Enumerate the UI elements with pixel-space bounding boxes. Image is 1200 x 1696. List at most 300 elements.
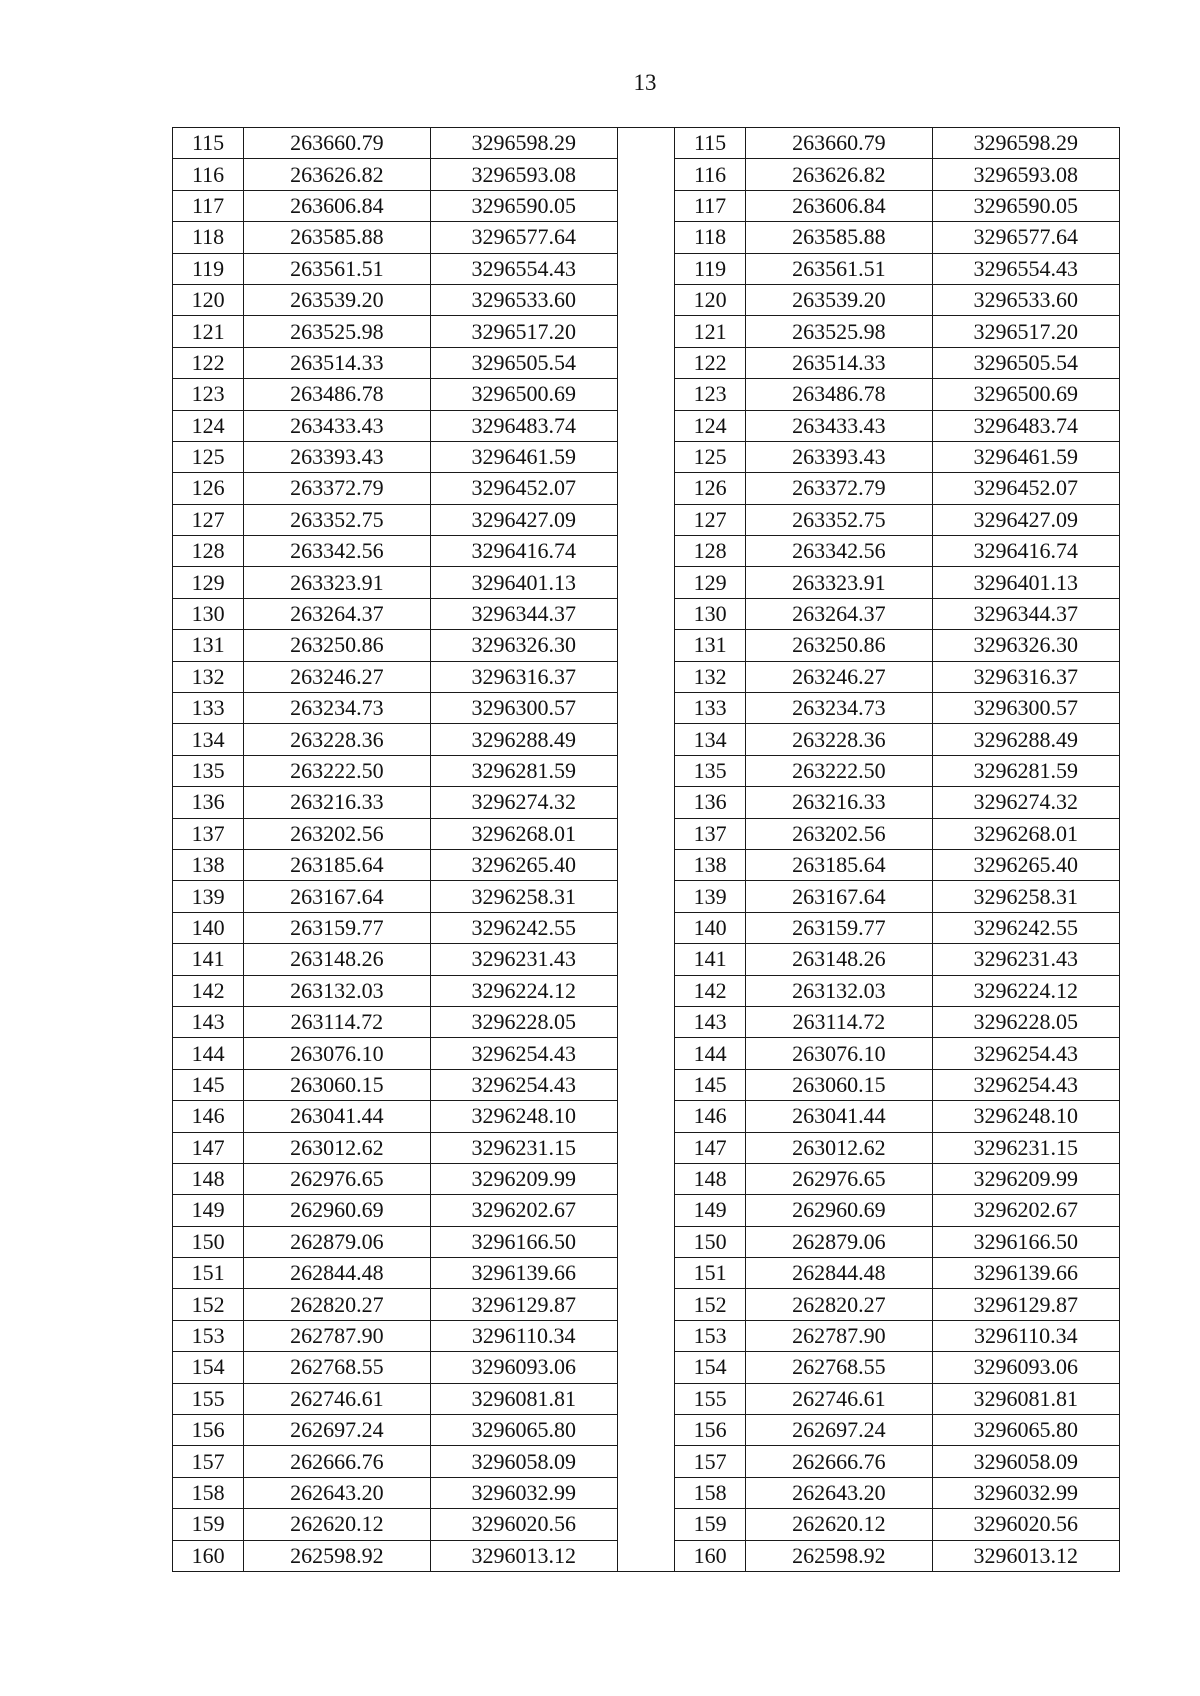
x-coordinate-cell: 263372.79 — [244, 473, 430, 504]
y-coordinate-cell: 3296065.80 — [430, 1415, 617, 1446]
y-coordinate-cell: 3296577.64 — [430, 222, 617, 253]
x-coordinate-cell: 263660.79 — [244, 128, 430, 159]
x-coordinate-cell: 263228.36 — [244, 724, 430, 755]
y-coordinate-cell: 3296268.01 — [430, 818, 617, 849]
x-coordinate-cell: 262746.61 — [746, 1383, 932, 1414]
y-coordinate-cell: 3296401.13 — [430, 567, 617, 598]
point-number-cell: 155 — [173, 1383, 244, 1414]
point-number-cell: 128 — [173, 536, 244, 567]
x-coordinate-cell: 262746.61 — [244, 1383, 430, 1414]
column-gap — [617, 1509, 674, 1540]
y-coordinate-cell: 3296224.12 — [430, 975, 617, 1006]
x-coordinate-cell: 263076.10 — [746, 1038, 932, 1069]
x-coordinate-cell: 262697.24 — [746, 1415, 932, 1446]
point-number-cell: 125 — [675, 441, 746, 472]
table-row — [173, 1006, 1120, 1037]
point-number-cell: 116 — [675, 159, 746, 190]
point-number-cell: 148 — [173, 1163, 244, 1194]
table-row — [173, 441, 1120, 472]
point-number-cell: 117 — [675, 190, 746, 221]
x-coordinate-cell: 263352.75 — [244, 504, 430, 535]
point-number-cell: 144 — [173, 1038, 244, 1069]
y-coordinate-cell: 3296093.06 — [430, 1352, 617, 1383]
y-coordinate-cell: 3296593.08 — [932, 159, 1119, 190]
column-gap — [617, 504, 674, 535]
x-coordinate-cell: 263246.27 — [244, 661, 430, 692]
x-coordinate-cell: 263012.62 — [746, 1132, 932, 1163]
y-coordinate-cell: 3296228.05 — [932, 1006, 1119, 1037]
y-coordinate-cell: 3296013.12 — [430, 1540, 617, 1571]
column-gap — [617, 1195, 674, 1226]
x-coordinate-cell: 263585.88 — [244, 222, 430, 253]
y-coordinate-cell: 3296300.57 — [932, 693, 1119, 724]
point-number-cell: 154 — [173, 1352, 244, 1383]
table-row — [173, 128, 1120, 159]
point-number-cell: 145 — [173, 1069, 244, 1100]
y-coordinate-cell: 3296483.74 — [430, 410, 617, 441]
x-coordinate-cell: 263216.33 — [244, 787, 430, 818]
y-coordinate-cell: 3296590.05 — [932, 190, 1119, 221]
point-number-cell: 147 — [675, 1132, 746, 1163]
point-number-cell: 122 — [173, 347, 244, 378]
x-coordinate-cell: 263626.82 — [746, 159, 932, 190]
point-number-cell: 148 — [675, 1163, 746, 1194]
x-coordinate-cell: 263060.15 — [746, 1069, 932, 1100]
x-coordinate-cell: 263352.75 — [746, 504, 932, 535]
x-coordinate-cell: 263222.50 — [244, 755, 430, 786]
column-gap — [617, 630, 674, 661]
point-number-cell: 139 — [173, 881, 244, 912]
point-number-cell: 120 — [173, 284, 244, 315]
y-coordinate-cell: 3296265.40 — [430, 849, 617, 880]
y-coordinate-cell: 3296224.12 — [932, 975, 1119, 1006]
table-row — [173, 881, 1120, 912]
point-number-cell: 133 — [675, 693, 746, 724]
y-coordinate-cell: 3296300.57 — [430, 693, 617, 724]
y-coordinate-cell: 3296274.32 — [430, 787, 617, 818]
table-row — [173, 1320, 1120, 1351]
point-number-cell: 150 — [675, 1226, 746, 1257]
x-coordinate-cell: 263216.33 — [746, 787, 932, 818]
y-coordinate-cell: 3296020.56 — [430, 1509, 617, 1540]
y-coordinate-cell: 3296209.99 — [932, 1163, 1119, 1194]
y-coordinate-cell: 3296166.50 — [430, 1226, 617, 1257]
column-gap — [617, 379, 674, 410]
point-number-cell: 126 — [173, 473, 244, 504]
column-gap — [617, 1006, 674, 1037]
x-coordinate-cell: 263323.91 — [244, 567, 430, 598]
column-gap — [617, 1477, 674, 1508]
column-gap — [617, 128, 674, 159]
y-coordinate-cell: 3296139.66 — [430, 1258, 617, 1289]
table-row — [173, 1038, 1120, 1069]
x-coordinate-cell: 262768.55 — [746, 1352, 932, 1383]
y-coordinate-cell: 3296427.09 — [430, 504, 617, 535]
x-coordinate-cell: 263342.56 — [746, 536, 932, 567]
table-row — [173, 818, 1120, 849]
x-coordinate-cell: 263606.84 — [746, 190, 932, 221]
point-number-cell: 146 — [173, 1101, 244, 1132]
point-number-cell: 149 — [173, 1195, 244, 1226]
x-coordinate-cell: 263202.56 — [746, 818, 932, 849]
x-coordinate-cell: 263561.51 — [244, 253, 430, 284]
x-coordinate-cell: 263234.73 — [746, 693, 932, 724]
point-number-cell: 160 — [173, 1540, 244, 1571]
point-number-cell: 144 — [675, 1038, 746, 1069]
x-coordinate-cell: 262879.06 — [746, 1226, 932, 1257]
table-row — [173, 1195, 1120, 1226]
point-number-cell: 154 — [675, 1352, 746, 1383]
column-gap — [617, 1352, 674, 1383]
table-row — [173, 1163, 1120, 1194]
y-coordinate-cell: 3296554.43 — [430, 253, 617, 284]
x-coordinate-cell: 263148.26 — [746, 944, 932, 975]
x-coordinate-cell: 263185.64 — [244, 849, 430, 880]
point-number-cell: 153 — [173, 1320, 244, 1351]
x-coordinate-cell: 263159.77 — [244, 912, 430, 943]
x-coordinate-cell: 263167.64 — [244, 881, 430, 912]
x-coordinate-cell: 262620.12 — [746, 1509, 932, 1540]
table-row — [173, 410, 1120, 441]
column-gap — [617, 849, 674, 880]
x-coordinate-cell: 263342.56 — [244, 536, 430, 567]
point-number-cell: 159 — [675, 1509, 746, 1540]
x-coordinate-cell: 263132.03 — [244, 975, 430, 1006]
point-number-cell: 117 — [173, 190, 244, 221]
x-coordinate-cell: 263250.86 — [244, 630, 430, 661]
table-row — [173, 504, 1120, 535]
y-coordinate-cell: 3296242.55 — [430, 912, 617, 943]
y-coordinate-cell: 3296081.81 — [430, 1383, 617, 1414]
point-number-cell: 159 — [173, 1509, 244, 1540]
y-coordinate-cell: 3296254.43 — [932, 1038, 1119, 1069]
point-number-cell: 141 — [675, 944, 746, 975]
table-row — [173, 316, 1120, 347]
column-gap — [617, 975, 674, 1006]
point-number-cell: 132 — [173, 661, 244, 692]
column-gap — [617, 253, 674, 284]
x-coordinate-cell: 263222.50 — [746, 755, 932, 786]
x-coordinate-cell: 262879.06 — [244, 1226, 430, 1257]
y-coordinate-cell: 3296483.74 — [932, 410, 1119, 441]
y-coordinate-cell: 3296228.05 — [430, 1006, 617, 1037]
x-coordinate-cell: 263041.44 — [746, 1101, 932, 1132]
x-coordinate-cell: 263012.62 — [244, 1132, 430, 1163]
table-row — [173, 630, 1120, 661]
y-coordinate-cell: 3296058.09 — [932, 1446, 1119, 1477]
y-coordinate-cell: 3296401.13 — [932, 567, 1119, 598]
point-number-cell: 123 — [173, 379, 244, 410]
y-coordinate-cell: 3296500.69 — [932, 379, 1119, 410]
point-number-cell: 134 — [173, 724, 244, 755]
y-coordinate-cell: 3296461.59 — [430, 441, 617, 472]
x-coordinate-cell: 263132.03 — [746, 975, 932, 1006]
column-gap — [617, 693, 674, 724]
column-gap — [617, 316, 674, 347]
y-coordinate-cell: 3296533.60 — [430, 284, 617, 315]
point-number-cell: 118 — [173, 222, 244, 253]
table-row — [173, 567, 1120, 598]
column-gap — [617, 284, 674, 315]
column-gap — [617, 724, 674, 755]
y-coordinate-cell: 3296590.05 — [430, 190, 617, 221]
point-number-cell: 123 — [675, 379, 746, 410]
point-number-cell: 140 — [675, 912, 746, 943]
y-coordinate-cell: 3296500.69 — [430, 379, 617, 410]
y-coordinate-cell: 3296517.20 — [430, 316, 617, 347]
y-coordinate-cell: 3296427.09 — [932, 504, 1119, 535]
x-coordinate-cell: 263393.43 — [746, 441, 932, 472]
point-number-cell: 120 — [675, 284, 746, 315]
column-gap — [617, 818, 674, 849]
y-coordinate-cell: 3296032.99 — [932, 1477, 1119, 1508]
column-gap — [617, 1383, 674, 1414]
point-number-cell: 142 — [173, 975, 244, 1006]
column-gap — [617, 1446, 674, 1477]
x-coordinate-cell: 263148.26 — [244, 944, 430, 975]
point-number-cell: 115 — [675, 128, 746, 159]
point-number-cell: 156 — [675, 1415, 746, 1446]
y-coordinate-cell: 3296231.43 — [430, 944, 617, 975]
y-coordinate-cell: 3296577.64 — [932, 222, 1119, 253]
table-row — [173, 379, 1120, 410]
table-row — [173, 1226, 1120, 1257]
point-number-cell: 136 — [173, 787, 244, 818]
point-number-cell: 125 — [173, 441, 244, 472]
point-number-cell: 147 — [173, 1132, 244, 1163]
table-row — [173, 536, 1120, 567]
y-coordinate-cell: 3296281.59 — [932, 755, 1119, 786]
y-coordinate-cell: 3296268.01 — [932, 818, 1119, 849]
point-number-cell: 127 — [173, 504, 244, 535]
y-coordinate-cell: 3296231.15 — [932, 1132, 1119, 1163]
x-coordinate-cell: 262976.65 — [244, 1163, 430, 1194]
y-coordinate-cell: 3296593.08 — [430, 159, 617, 190]
point-number-cell: 160 — [675, 1540, 746, 1571]
y-coordinate-cell: 3296254.43 — [430, 1069, 617, 1100]
column-gap — [617, 881, 674, 912]
page-number: 13 — [633, 70, 657, 95]
point-number-cell: 137 — [173, 818, 244, 849]
x-coordinate-cell: 263660.79 — [746, 128, 932, 159]
table-row — [173, 1415, 1120, 1446]
x-coordinate-cell: 262643.20 — [244, 1477, 430, 1508]
point-number-cell: 122 — [675, 347, 746, 378]
point-number-cell: 146 — [675, 1101, 746, 1132]
table-row — [173, 190, 1120, 221]
column-gap — [617, 1132, 674, 1163]
y-coordinate-cell: 3296517.20 — [932, 316, 1119, 347]
column-gap — [617, 441, 674, 472]
x-coordinate-cell: 262620.12 — [244, 1509, 430, 1540]
y-coordinate-cell: 3296554.43 — [932, 253, 1119, 284]
column-gap — [617, 222, 674, 253]
point-number-cell: 143 — [675, 1006, 746, 1037]
x-coordinate-cell: 263433.43 — [746, 410, 932, 441]
point-number-cell: 118 — [675, 222, 746, 253]
x-coordinate-cell: 262768.55 — [244, 1352, 430, 1383]
column-gap — [617, 347, 674, 378]
x-coordinate-cell: 263264.37 — [244, 598, 430, 629]
x-coordinate-cell: 263393.43 — [244, 441, 430, 472]
table-row — [173, 1446, 1120, 1477]
table-row — [173, 787, 1120, 818]
column-gap — [617, 190, 674, 221]
point-number-cell: 142 — [675, 975, 746, 1006]
y-coordinate-cell: 3296416.74 — [430, 536, 617, 567]
point-number-cell: 149 — [675, 1195, 746, 1226]
y-coordinate-cell: 3296129.87 — [430, 1289, 617, 1320]
y-coordinate-cell: 3296139.66 — [932, 1258, 1119, 1289]
column-gap — [617, 755, 674, 786]
y-coordinate-cell: 3296505.54 — [430, 347, 617, 378]
point-number-cell: 151 — [173, 1258, 244, 1289]
y-coordinate-cell: 3296288.49 — [430, 724, 617, 755]
x-coordinate-cell: 263539.20 — [746, 284, 932, 315]
x-coordinate-cell: 262960.69 — [746, 1195, 932, 1226]
table-row — [173, 347, 1120, 378]
point-number-cell: 119 — [675, 253, 746, 284]
table-row — [173, 284, 1120, 315]
x-coordinate-cell: 262820.27 — [244, 1289, 430, 1320]
y-coordinate-cell: 3296020.56 — [932, 1509, 1119, 1540]
x-coordinate-cell: 263114.72 — [746, 1006, 932, 1037]
column-gap — [617, 1226, 674, 1257]
y-coordinate-cell: 3296081.81 — [932, 1383, 1119, 1414]
column-gap — [617, 1101, 674, 1132]
point-number-cell: 129 — [173, 567, 244, 598]
table-row — [173, 1540, 1120, 1571]
point-number-cell: 121 — [675, 316, 746, 347]
table-row — [173, 1069, 1120, 1100]
x-coordinate-cell: 263246.27 — [746, 661, 932, 692]
point-number-cell: 129 — [675, 567, 746, 598]
x-coordinate-cell: 263234.73 — [244, 693, 430, 724]
y-coordinate-cell: 3296533.60 — [932, 284, 1119, 315]
y-coordinate-cell: 3296058.09 — [430, 1446, 617, 1477]
table-row — [173, 222, 1120, 253]
table-row — [173, 1477, 1120, 1508]
point-number-cell: 134 — [675, 724, 746, 755]
table-row — [173, 724, 1120, 755]
point-number-cell: 151 — [675, 1258, 746, 1289]
x-coordinate-cell: 263525.98 — [244, 316, 430, 347]
point-number-cell: 130 — [173, 598, 244, 629]
point-number-cell: 132 — [675, 661, 746, 692]
point-number-cell: 135 — [173, 755, 244, 786]
x-coordinate-cell: 262697.24 — [244, 1415, 430, 1446]
y-coordinate-cell: 3296281.59 — [430, 755, 617, 786]
x-coordinate-cell: 263585.88 — [746, 222, 932, 253]
y-coordinate-cell: 3296344.37 — [932, 598, 1119, 629]
y-coordinate-cell: 3296202.67 — [430, 1195, 617, 1226]
table-row — [173, 755, 1120, 786]
point-number-cell: 128 — [675, 536, 746, 567]
point-number-cell: 158 — [173, 1477, 244, 1508]
point-number-cell: 121 — [173, 316, 244, 347]
point-number-cell: 137 — [675, 818, 746, 849]
point-number-cell: 126 — [675, 473, 746, 504]
table-row — [173, 1132, 1120, 1163]
x-coordinate-cell: 263076.10 — [244, 1038, 430, 1069]
y-coordinate-cell: 3296248.10 — [932, 1101, 1119, 1132]
y-coordinate-cell: 3296209.99 — [430, 1163, 617, 1194]
point-number-cell: 131 — [173, 630, 244, 661]
column-gap — [617, 787, 674, 818]
x-coordinate-cell: 262844.48 — [244, 1258, 430, 1289]
x-coordinate-cell: 263486.78 — [746, 379, 932, 410]
point-number-cell: 119 — [173, 253, 244, 284]
point-number-cell: 152 — [173, 1289, 244, 1320]
column-gap — [617, 1258, 674, 1289]
point-number-cell: 130 — [675, 598, 746, 629]
x-coordinate-cell: 263250.86 — [746, 630, 932, 661]
table-row — [173, 661, 1120, 692]
y-coordinate-cell: 3296231.15 — [430, 1132, 617, 1163]
column-gap — [617, 661, 674, 692]
point-number-cell: 155 — [675, 1383, 746, 1414]
y-coordinate-cell: 3296326.30 — [430, 630, 617, 661]
y-coordinate-cell: 3296254.43 — [932, 1069, 1119, 1100]
table-row — [173, 473, 1120, 504]
column-gap — [617, 1540, 674, 1571]
y-coordinate-cell: 3296254.43 — [430, 1038, 617, 1069]
y-coordinate-cell: 3296505.54 — [932, 347, 1119, 378]
table-row — [173, 912, 1120, 943]
y-coordinate-cell: 3296093.06 — [932, 1352, 1119, 1383]
x-coordinate-cell: 262598.92 — [746, 1540, 932, 1571]
x-coordinate-cell: 262666.76 — [244, 1446, 430, 1477]
point-number-cell: 131 — [675, 630, 746, 661]
x-coordinate-cell: 263514.33 — [244, 347, 430, 378]
y-coordinate-cell: 3296316.37 — [932, 661, 1119, 692]
column-gap — [617, 567, 674, 598]
point-number-cell: 156 — [173, 1415, 244, 1446]
table-row — [173, 849, 1120, 880]
point-number-cell: 138 — [675, 849, 746, 880]
y-coordinate-cell: 3296344.37 — [430, 598, 617, 629]
x-coordinate-cell: 263539.20 — [244, 284, 430, 315]
y-coordinate-cell: 3296598.29 — [932, 128, 1119, 159]
point-number-cell: 124 — [675, 410, 746, 441]
y-coordinate-cell: 3296242.55 — [932, 912, 1119, 943]
point-number-cell: 141 — [173, 944, 244, 975]
y-coordinate-cell: 3296274.32 — [932, 787, 1119, 818]
column-gap — [617, 1289, 674, 1320]
x-coordinate-cell: 263606.84 — [244, 190, 430, 221]
x-coordinate-cell: 263159.77 — [746, 912, 932, 943]
point-number-cell: 157 — [173, 1446, 244, 1477]
table-row — [173, 693, 1120, 724]
table-row — [173, 1289, 1120, 1320]
y-coordinate-cell: 3296598.29 — [430, 128, 617, 159]
point-number-cell: 143 — [173, 1006, 244, 1037]
y-coordinate-cell: 3296248.10 — [430, 1101, 617, 1132]
y-coordinate-cell: 3296288.49 — [932, 724, 1119, 755]
x-coordinate-cell: 262820.27 — [746, 1289, 932, 1320]
y-coordinate-cell: 3296326.30 — [932, 630, 1119, 661]
column-gap — [617, 536, 674, 567]
coordinates-table — [172, 127, 1120, 1572]
column-gap — [617, 1415, 674, 1446]
point-number-cell: 157 — [675, 1446, 746, 1477]
point-number-cell: 124 — [173, 410, 244, 441]
table-row — [173, 944, 1120, 975]
x-coordinate-cell: 262844.48 — [746, 1258, 932, 1289]
x-coordinate-cell: 263525.98 — [746, 316, 932, 347]
x-coordinate-cell: 262787.90 — [244, 1320, 430, 1351]
column-gap — [617, 912, 674, 943]
